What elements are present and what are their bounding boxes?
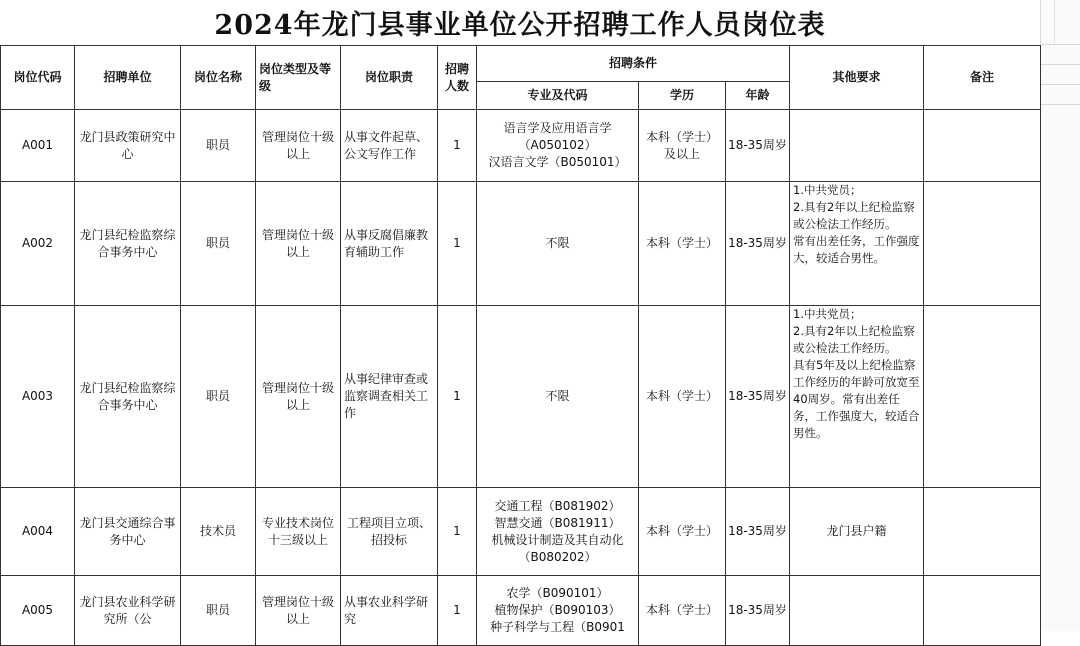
cell-major-text: 农学（B090101） 植物保护（B090103） 种子科学与工程（B0901 [490, 586, 625, 634]
header-name: 岗位名称 [181, 46, 256, 110]
cell-name: 技术员 [181, 488, 256, 576]
table-row [1, 306, 1041, 488]
header-unit: 招聘单位 [75, 46, 181, 110]
cell-count: 1 [438, 110, 477, 182]
table-row [1, 182, 1041, 306]
cell-count: 1 [438, 182, 477, 306]
cell-age: 18-35周岁 [726, 182, 790, 306]
cell-edu: 本科（学士）及以上 [639, 110, 726, 182]
cell-major-text: 语言学及应用语言学（A050102） 汉语言文学（B050101） [488, 121, 627, 169]
cell-other-text: 1.中共党员； 2.具有2年以上纪检监察或公检法工作经历。 具有5年及以上纪检监察工作经历的年龄可放宽至40周岁。常有出差任务，工作强度大，较适合男性。 [793, 307, 920, 440]
table-row [1, 110, 1041, 182]
cell-remark [924, 306, 1041, 488]
positions-table [0, 45, 1041, 646]
cell-count: 1 [438, 488, 477, 576]
cell-name: 职员 [181, 306, 256, 488]
header-remark: 备注 [924, 46, 1041, 110]
cell-major-text: 不限 [545, 389, 570, 403]
cell-type: 专业技术岗位十三级以上 [256, 488, 341, 576]
header-duty: 岗位职责 [341, 46, 438, 110]
page-title: 2024年龙门县事业单位公开招聘工作人员岗位表 [214, 9, 826, 41]
cell-major [477, 306, 639, 488]
sheet-side-strip [1040, 0, 1080, 631]
cell-code: A001 [1, 110, 75, 182]
cell-code: A004 [1, 488, 75, 576]
cell-edu: 本科（学士） [639, 576, 726, 646]
cell-unit: 龙门县农业科学研究所（公 [75, 576, 181, 646]
cell-major-text: 不限 [545, 236, 570, 250]
cell-major [477, 182, 639, 306]
header-conditions: 招聘条件 [477, 46, 790, 82]
cell-unit: 龙门县交通综合事务中心 [75, 488, 181, 576]
cell-age: 18-35周岁 [726, 488, 790, 576]
cell-other-text: 1.中共党员； 2.具有2年以上纪检监察或公检法工作经历。 常有出差任务，工作强度大，较适合男性。 [793, 183, 920, 265]
cell-edu: 本科（学士） [639, 182, 726, 306]
cell-remark [924, 576, 1041, 646]
cell-code: A003 [1, 306, 75, 488]
cell-other [790, 306, 924, 488]
header-row [1, 46, 1041, 82]
cell-type: 管理岗位十级以上 [256, 110, 341, 182]
cell-other [790, 576, 924, 646]
header-code: 岗位代码 [1, 46, 75, 110]
cell-count: 1 [438, 306, 477, 488]
cell-age: 18-35周岁 [726, 110, 790, 182]
cell-type: 管理岗位十级以上 [256, 576, 341, 646]
header-count: 招聘人数 [438, 46, 477, 110]
cell-remark [924, 182, 1041, 306]
cell-type: 管理岗位十级以上 [256, 182, 341, 306]
cell-duty: 从事反腐倡廉教育辅助工作 [341, 182, 438, 306]
cell-age: 18-35周岁 [726, 576, 790, 646]
cell-remark [924, 110, 1041, 182]
cell-name: 职员 [181, 110, 256, 182]
cell-duty: 从事农业科学研究 [341, 576, 438, 646]
cell-edu: 本科（学士） [639, 488, 726, 576]
cell-code: A002 [1, 182, 75, 306]
cell-age: 18-35周岁 [726, 306, 790, 488]
header-other: 其他要求 [790, 46, 924, 110]
cell-edu: 本科（学士） [639, 306, 726, 488]
cell-unit: 龙门县政策研究中心 [75, 110, 181, 182]
table-row [1, 576, 1041, 646]
cell-remark [924, 488, 1041, 576]
cell-other: 龙门县户籍 [790, 488, 924, 576]
cell-other [790, 110, 924, 182]
cell-count: 1 [438, 576, 477, 646]
cell-duty: 工程项目立项、招投标 [341, 488, 438, 576]
cell-major [477, 488, 639, 576]
table-row [1, 488, 1041, 576]
cell-duty: 从事纪律审查或监察调查相关工作 [341, 306, 438, 488]
header-edu: 学历 [639, 82, 726, 110]
cell-unit: 龙门县纪检监察综合事务中心 [75, 306, 181, 488]
cell-type: 管理岗位十级以上 [256, 306, 341, 488]
cell-major [477, 110, 639, 182]
cell-unit: 龙门县纪检监察综合事务中心 [75, 182, 181, 306]
cell-code: A005 [1, 576, 75, 646]
header-type: 岗位类型及等级 [256, 46, 341, 110]
header-major: 专业及代码 [477, 82, 639, 110]
header-age: 年龄 [726, 82, 790, 110]
cell-major-text: 交通工程（B081902） 智慧交通（B081911） 机械设计制造及其自动化（B080202） [491, 498, 624, 564]
cell-major [477, 576, 639, 646]
cell-name: 职员 [181, 576, 256, 646]
cell-other [790, 182, 924, 306]
cell-name: 职员 [181, 182, 256, 306]
cell-duty: 从事文件起草、公文写作工作 [341, 110, 438, 182]
